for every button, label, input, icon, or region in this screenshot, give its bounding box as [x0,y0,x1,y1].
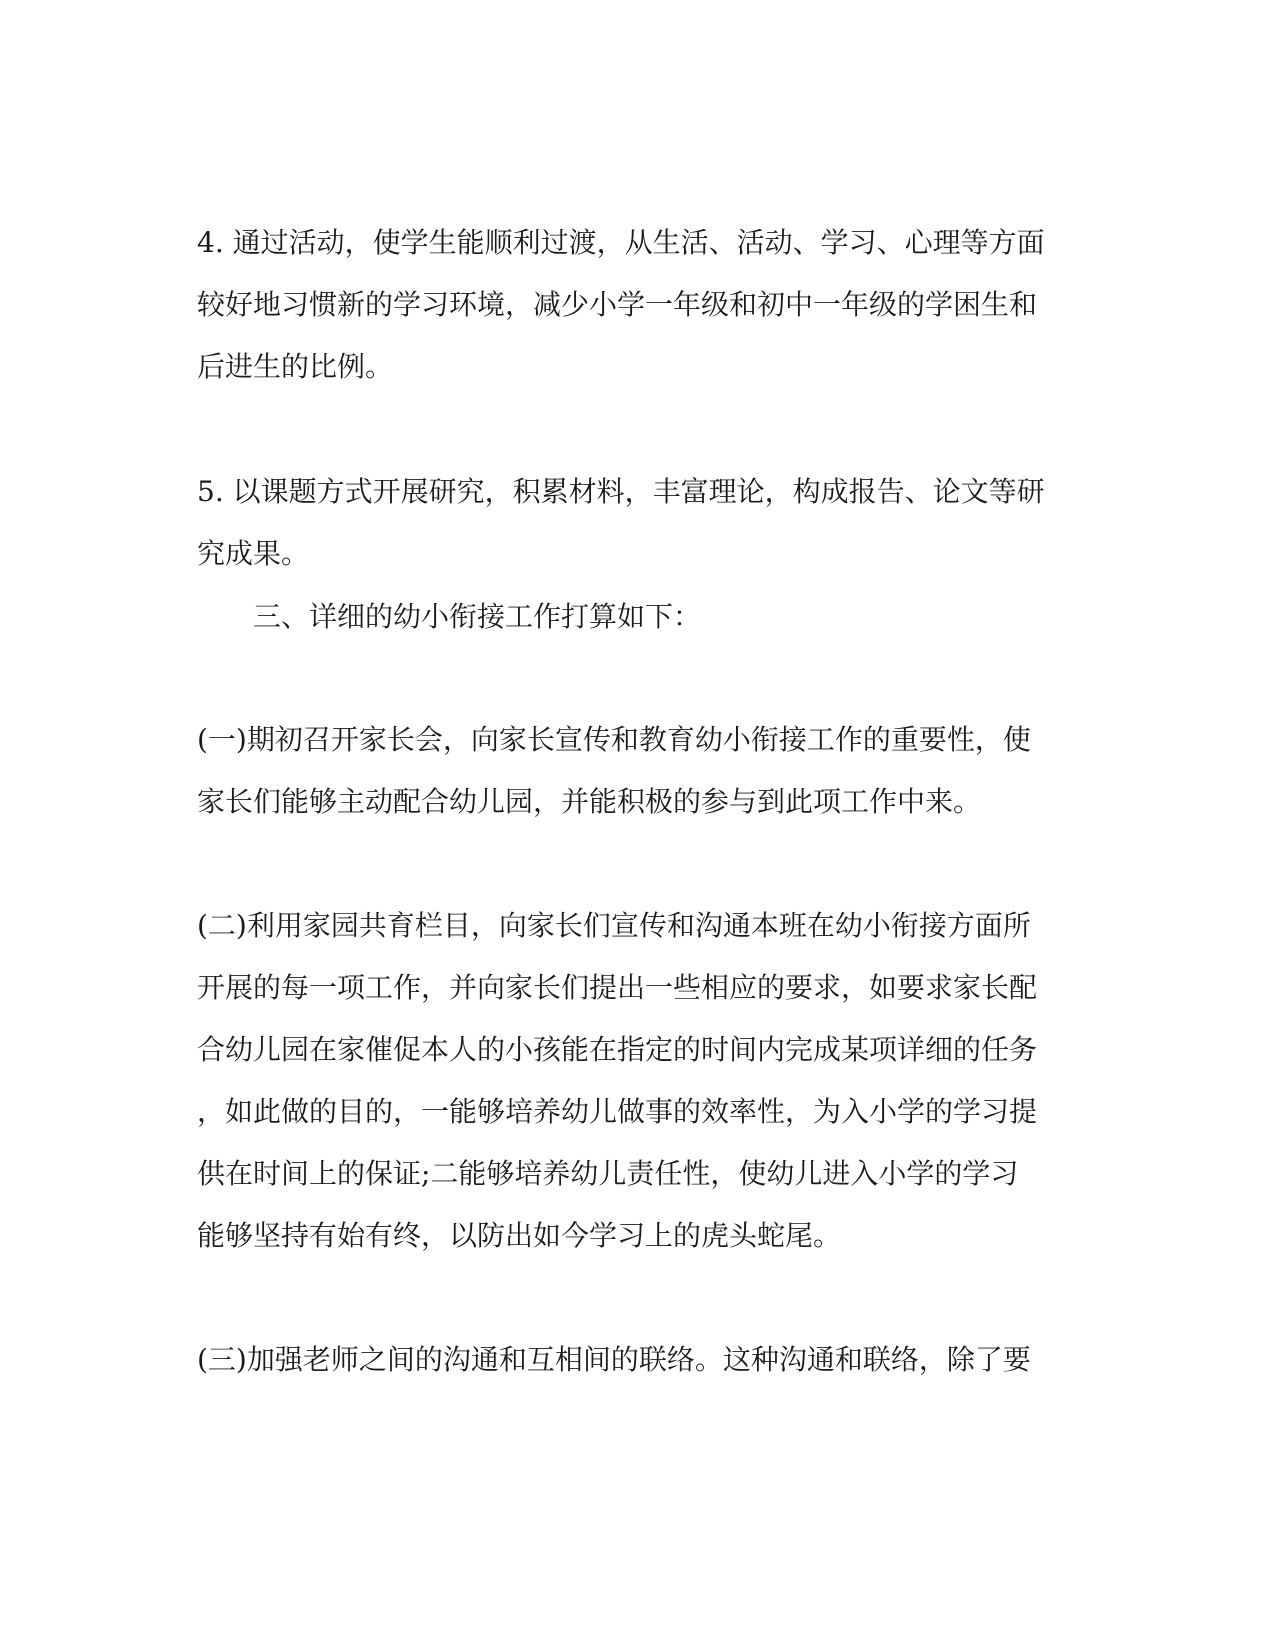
text-line: 后进生的比例。 [197,350,394,383]
text-line: ，如此做的目的，一能够培养幼儿做事的效率性，为入小学的学习提 [197,1095,1038,1128]
text-line: 究成果。 [197,537,310,570]
text-line: 供在时间上的保证;二能够培养幼儿责任性，使幼儿进入小学的学习 [197,1157,1019,1190]
text-line: 开展的每一项工作，并向家长们提出一些相应的要求，如要求家长配 [197,971,1038,1004]
text-line: (一)期初召开家长会，向家长宣传和教育幼小衔接工作的重要性，使 [197,723,1031,756]
text-line: (三)加强老师之间的沟通和互相间的联络。这种沟通和联络，除了要 [197,1343,1031,1376]
text-line: 较好地习惯新的学习环境，减少小学一年级和初中一年级的学困生和 [197,288,1038,321]
section-title: 三、详细的幼小衔接工作打算如下： [253,600,702,633]
text-line: 4. 通过活动，使学生能顺利过渡，从生活、活动、学习、心理等方面 [197,226,1045,259]
text-line: (二)利用家园共育栏目，向家长们宣传和沟通本班在幼小衔接方面所 [197,909,1031,942]
text-line: 5. 以课题方式开展研究，积累材料，丰富理论，构成报告、论文等研 [197,475,1045,508]
text-line: 合幼儿园在家催促本人的小孩能在指定的时间内完成某项详细的任务 [197,1033,1038,1066]
text-line: 家长们能够主动配合幼儿园，并能积极的参与到此项工作中来。 [197,785,982,818]
text-line: 能够坚持有始有终，以防出如今学习上的虎头蛇尾。 [197,1219,842,1252]
